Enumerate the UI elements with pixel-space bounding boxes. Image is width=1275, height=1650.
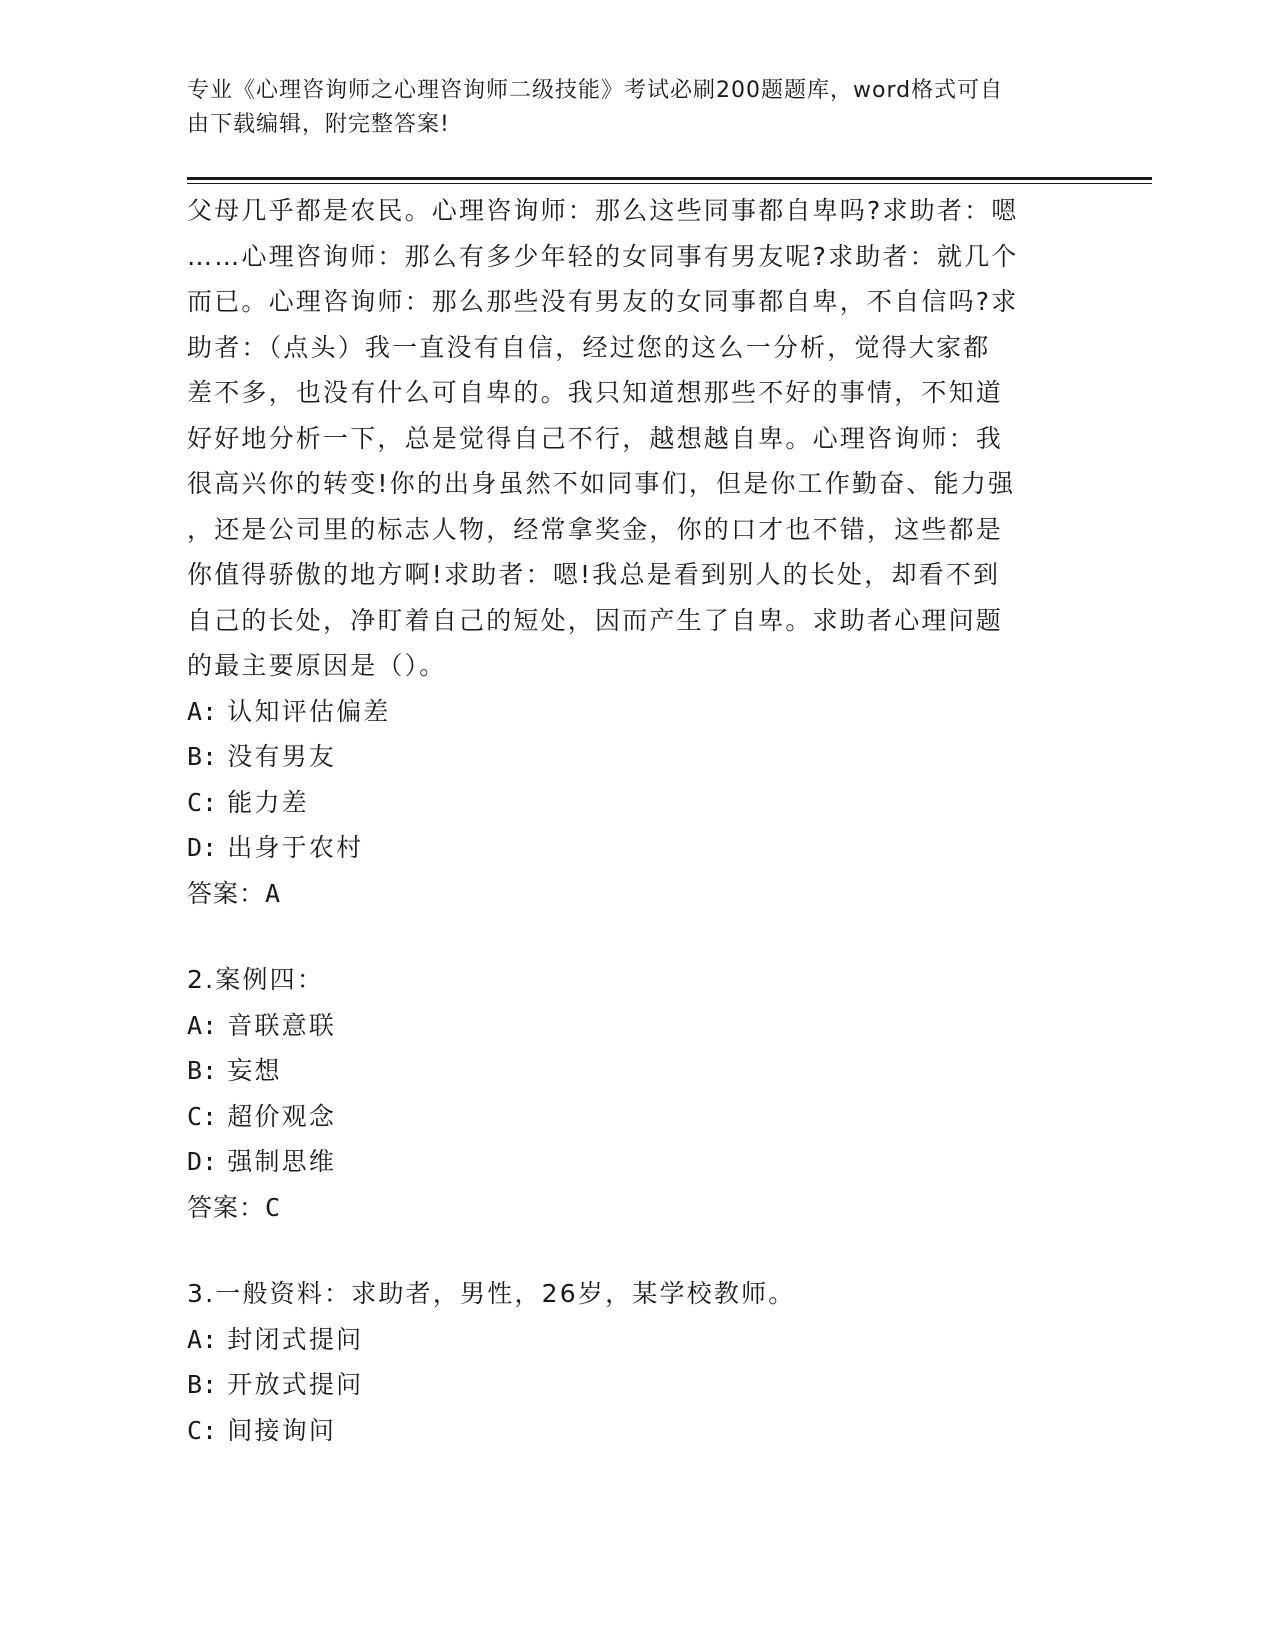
question-1-stem: [187, 188, 1067, 689]
stem-line: 父母几乎都是农民。心理咨询师：那么这些同事都自卑吗?求助者：嗯: [187, 196, 1019, 225]
stem-line: 差不多，也没有什么可自卑的。我只知道想那些不好的事情，不知道: [187, 378, 1004, 407]
option-b: [187, 1048, 1067, 1094]
option-text: 封闭式提问: [227, 1324, 364, 1354]
question-2-options: [187, 1003, 1067, 1185]
stem-line: 而已。心理咨询师：那么那些没有男友的女同事都自卑，不自信吗?求: [187, 287, 1019, 316]
question-spacer: [187, 1230, 1067, 1271]
stem-line: 很高兴你的转变!你的出身虽然不如同事们，但是你工作勤奋、能力强: [187, 469, 1016, 498]
option-letter: C:: [187, 1415, 218, 1445]
option-letter: B:: [187, 742, 218, 771]
option-text: 间接询问: [227, 1415, 337, 1445]
option-text: 超价观念: [227, 1101, 337, 1131]
option-text: 出身于农村: [227, 833, 364, 862]
answer-value: C: [265, 1192, 282, 1222]
header-line-1: 专业《心理咨询师之心理咨询师二级技能》考试必刷200题题库，word格式可自: [187, 78, 1004, 103]
option-letter: D:: [187, 833, 218, 862]
question-2: [187, 957, 1067, 1230]
question-spacer: [187, 916, 1067, 957]
question-1-answer: [187, 871, 1067, 917]
answer-label: 答案：: [187, 878, 266, 908]
header-divider-thick: [187, 177, 1152, 180]
option-a: [187, 689, 1067, 735]
option-letter: C:: [187, 1101, 218, 1131]
question-2-stem: 2.案例四：: [187, 965, 325, 994]
answer-value: A: [265, 878, 282, 908]
question-3-options: [187, 1317, 1067, 1454]
stem-line: 助者：（点头）我一直没有自信，经过您的这么一分析，觉得大家都: [187, 332, 991, 362]
option-d: [187, 1139, 1067, 1185]
option-text: 能力差: [227, 787, 309, 817]
stem-line: ……心理咨询师：那么有多少年轻的女同事有男友呢?求助者：就几个: [187, 241, 1019, 271]
option-letter: A:: [187, 1324, 218, 1354]
option-text: 认知评估偏差: [227, 696, 391, 726]
stem-line: ，还是公司里的标志人物，经常拿奖金，你的口才也不错，这些都是: [187, 514, 1004, 544]
option-text: 没有男友: [227, 742, 337, 771]
document-body: [187, 188, 1067, 1453]
question-2-answer: [187, 1185, 1067, 1231]
option-letter: C:: [187, 787, 218, 817]
stem-line: 你值得骄傲的地方啊!求助者：嗯!我总是看到别人的长处，却看不到: [187, 560, 1001, 589]
option-b: [187, 1362, 1067, 1408]
option-c: [187, 780, 1067, 826]
stem-line: 自己的长处，净盯着自己的短处，因而产生了自卑。求助者心理问题: [187, 605, 1004, 635]
header-divider-thin: [187, 183, 1152, 184]
question-3-stem: 3.一般资料：求助者，男性，26岁，某学校教师。: [187, 1279, 796, 1308]
option-a: [187, 1317, 1067, 1363]
option-a: [187, 1003, 1067, 1049]
answer-label: 答案：: [187, 1192, 266, 1222]
option-c: [187, 1094, 1067, 1140]
option-c: [187, 1408, 1067, 1454]
option-d: [187, 825, 1067, 871]
option-text: 开放式提问: [227, 1370, 364, 1399]
option-letter: B:: [187, 1370, 218, 1399]
option-text: 妄想: [227, 1056, 282, 1085]
option-text: 强制思维: [227, 1147, 337, 1176]
option-letter: B:: [187, 1056, 218, 1085]
question-1: [187, 188, 1067, 916]
option-letter: A:: [187, 696, 218, 726]
question-1-options: [187, 689, 1067, 871]
document-header: [187, 74, 1067, 142]
question-3: [187, 1271, 1067, 1453]
option-b: [187, 734, 1067, 780]
stem-line: 的最主要原因是（）。: [187, 651, 447, 680]
stem-line: 好好地分析一下，总是觉得自己不行，越想越自卑。心理咨询师：我: [187, 423, 1004, 453]
option-letter: D:: [187, 1147, 218, 1176]
header-line-2: 由下载编辑，附完整答案!: [187, 112, 450, 137]
option-letter: A:: [187, 1010, 218, 1040]
option-text: 音联意联: [227, 1010, 337, 1040]
